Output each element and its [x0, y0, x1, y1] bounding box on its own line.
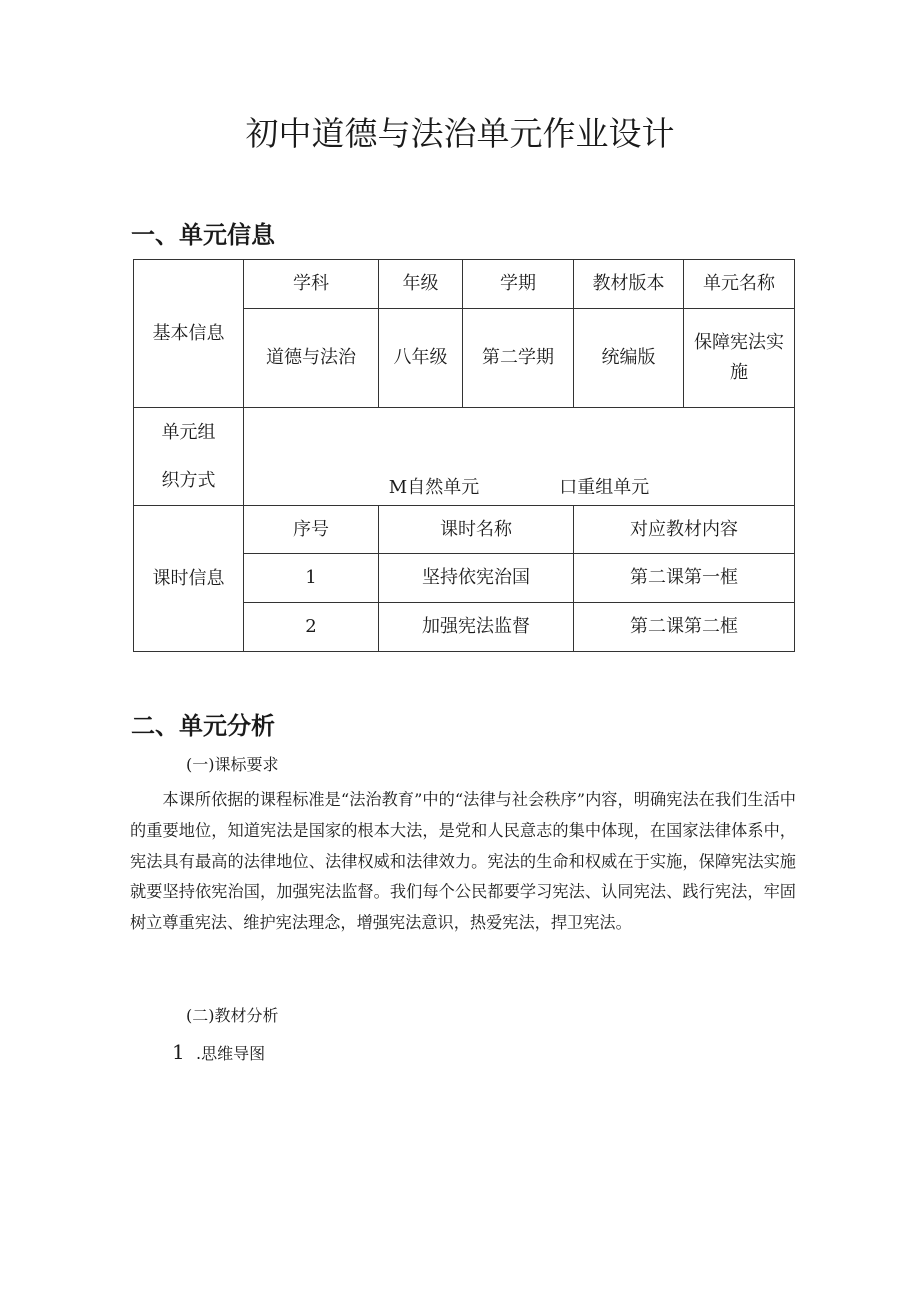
document-title: 初中道德与法治单元作业设计: [245, 114, 675, 153]
header-grade: 年级: [379, 260, 463, 309]
lesson-content: 第二课第一框: [574, 554, 795, 603]
list-item-number: 1: [172, 1040, 185, 1064]
header-row: [134, 260, 795, 309]
option-regrouped-unit[interactable]: 口重组单元: [559, 477, 650, 498]
header-unit-name: 单元名称: [684, 260, 795, 309]
subheading-textbook-analysis: (二)教材分析: [186, 1006, 279, 1025]
option-natural-unit[interactable]: M自然单元: [388, 477, 480, 498]
curriculum-paragraph: 本课所依据的课程标准是“法治教育”中的“法律与社会秩序”内容，明确宪法在我们生活中的重要地位，知道宪法是国家的根本大法，是党和人民意志的集中体现，在国家法律体系中，宪法具有最高的法律地位、法律权威和法律效力。宪法的生命和权威在于实施，保障宪法实施就要坚持依宪治国，加强宪法监督。我们每个公民都要学习宪法、认同宪法、践行宪法，牢固树立尊重宪法、维护宪法理念，增强宪法意识，热爱宪法，捍卫宪法。: [130, 790, 796, 933]
header-edition: 教材版本: [574, 260, 684, 309]
unit-name-line1: 保障宪法实: [694, 332, 784, 353]
list-item-mind-map: [172, 1040, 265, 1064]
lesson-header-name: 课时名称: [379, 506, 574, 554]
org-label-line1: 单元组: [161, 421, 216, 443]
subheading-curriculum-requirements: (一)课标要求: [186, 755, 279, 774]
lesson-no: 1: [244, 554, 379, 603]
lesson-name: 坚持依宪治国: [379, 554, 574, 603]
org-options: [244, 408, 795, 506]
lesson-no: 2: [244, 603, 379, 652]
section-heading-unit-info: 一、单元信息: [131, 221, 275, 249]
org-label: [134, 408, 244, 506]
value-unit-name: [684, 309, 795, 408]
lesson-info-label: 课时信息: [134, 506, 244, 652]
header-semester: 学期: [463, 260, 574, 309]
section-heading-unit-analysis: 二、单元分析: [131, 712, 275, 740]
value-subject: 道德与法治: [244, 309, 379, 408]
lesson-header-content: 对应教材内容: [574, 506, 795, 554]
basic-info-label: 基本信息: [134, 260, 244, 408]
org-label-line2: 织方式: [161, 469, 216, 491]
header-subject: 学科: [244, 260, 379, 309]
org-row: [134, 408, 795, 506]
value-grade: 八年级: [379, 309, 463, 408]
lesson-name: 加强宪法监督: [379, 603, 574, 652]
value-edition: 统编版: [574, 309, 684, 408]
list-item-text: .思维导图: [196, 1044, 266, 1063]
unit-info-table: [133, 259, 795, 652]
lesson-header-row: [134, 506, 795, 554]
lesson-header-no: 序号: [244, 506, 379, 554]
unit-name-line2: 施: [730, 362, 748, 383]
lesson-content: 第二课第二框: [574, 603, 795, 652]
value-semester: 第二学期: [463, 309, 574, 408]
